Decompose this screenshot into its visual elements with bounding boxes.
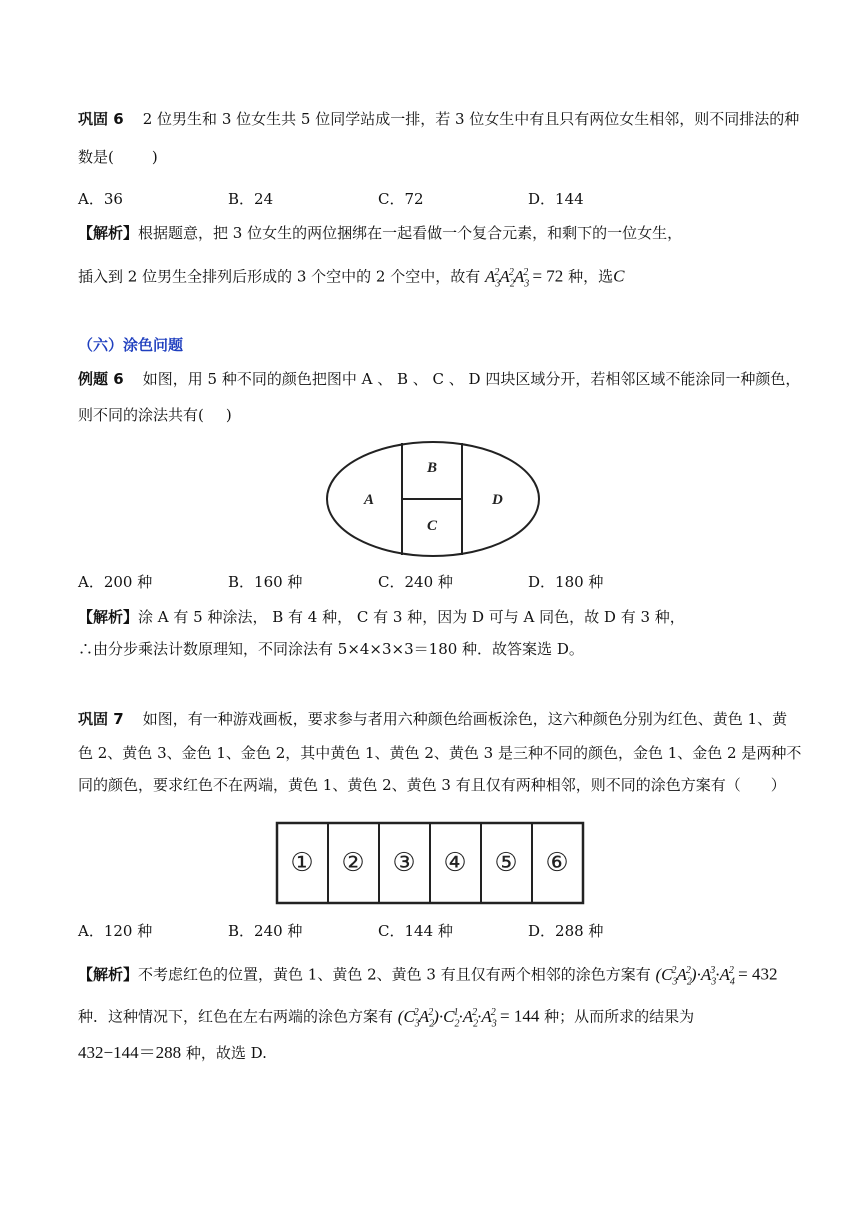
q7-option-d: D．288 种 (528, 922, 604, 940)
q6-answer: C (613, 266, 625, 286)
q6-analysis-line1 (78, 222, 682, 244)
q7-analysis-text3: 种，故选 D. (185, 1044, 267, 1062)
q6-analysis-text2-post: 种，选 (568, 267, 614, 286)
q7-analysis-text2-post: 种；从而所求的结果为 (544, 1007, 695, 1026)
cell-5-label: ⑤ (494, 848, 518, 878)
q6-stem-line1 (78, 108, 799, 130)
q6-analysis-line2: 插入到 2 位男生全排列后形成的 3 个空中的 2 个空中，故有 $A_3^2A_2^2A_3^2 = 72$ 种，选C (78, 266, 625, 290)
ex6-analysis-line2 (78, 638, 584, 660)
q7-final-expression: 432−144＝288 (78, 1043, 182, 1062)
q6-stem-text2-end: ) (151, 148, 158, 166)
q7-analysis-text2: 种．这种情况下，红色在左右两端的涂色方案有 (78, 1007, 394, 1026)
q7-value-144: 144 (513, 1006, 540, 1026)
q6-formula: $A_3^2A_2^2A_3^2$ (485, 266, 530, 290)
q7-stem-line3 (78, 774, 786, 796)
q6-analysis-text2: 插入到 2 位男生全排列后形成的 3 个空中的 2 个空中，故有 (78, 267, 481, 286)
q6-stem-line2 (78, 146, 158, 168)
ex6-stem-text2-end: ) (225, 406, 232, 424)
ex6-analysis-text2: ∴由分步乘法计数原理知，不同涂法有 5×4×3×3＝180 种．故答案选 D。 (78, 640, 584, 658)
q6-stem-text2: 数是( (78, 148, 114, 166)
cell-1-label: ① (290, 848, 314, 878)
region-b-label: B (427, 460, 438, 476)
region-a-label: A (364, 492, 375, 508)
q7-label: 巩固 7 (78, 710, 124, 728)
q7-analysis-line1: 【解析】不考虑红色的位置，黄色 1、黄色 2、黄色 3 有且仅有两个相邻的涂色方案有 $(C_3^2A_2^2)\cdot A_3^3\cdot A_4^2 = 432$ (78, 964, 778, 988)
q6-label: 巩固 6 (78, 110, 124, 128)
game-board-diagram (274, 818, 588, 908)
q7-formula-1: $(C_3^2A_2^2)\cdot A_3^3\cdot A_4^2$ (655, 964, 735, 988)
q6-option-d: D．144 (528, 190, 584, 208)
q7-analysis-text1: 不考虑红色的位置，黄色 1、黄色 2、黄色 3 有且仅有两个相邻的涂色方案有 (138, 965, 651, 984)
q7-analysis-line2: 种．这种情况下，红色在左右两端的涂色方案有 $(C_3^2A_2^2)\cdot C_2^1\cdot A_2^2\cdot A_3^2 = 144$ 种；从而所求的结果为 (78, 1006, 695, 1030)
ex6-option-d: D．180 种 (528, 573, 604, 591)
section-title-text: （六）涂色问题 (78, 336, 184, 354)
q7-analysis-label: 【解析】 (78, 965, 139, 984)
cell-3-label: ③ (392, 848, 416, 878)
q7-value-432: 432 (751, 964, 778, 984)
ex6-option-b: B．160 种 (228, 573, 303, 591)
cell-4-label: ④ (443, 848, 467, 878)
ex6-stem-text2: 则不同的涂法共有( (78, 406, 204, 424)
ex6-stem-text1: 如图，用 5 种不同的颜色把图中 A 、 B 、 C 、 D 四块区域分开，若相邻区域不能涂同一种颜色， (142, 370, 801, 388)
cell-2-label: ② (341, 848, 365, 878)
ex6-analysis-label: 【解析】 (78, 608, 139, 626)
q7-stem-text3: 同的颜色，要求红色不在两端，黄色 1、黄色 2、黄色 3 有且仅有两种相邻，则不同的涂色方案有（ ） (78, 776, 786, 794)
ex6-stem-line2 (78, 404, 232, 426)
ex6-option-a: A．200 种 (78, 573, 153, 591)
q6-option-b: B．24 (228, 190, 274, 208)
q6-analysis-text1: 根据题意，把 3 位女生的两位捆绑在一起看做一个复合元素，和剩下的一位女生， (138, 224, 683, 242)
ex6-label: 例题 6 (78, 370, 124, 388)
section-title (78, 334, 183, 356)
q7-option-a: A．120 种 (78, 922, 153, 940)
ex6-stem-line1 (78, 368, 800, 390)
q7-formula-2: $(C_3^2A_2^2)\cdot C_2^1\cdot A_2^2\cdot A_3^2$ (397, 1006, 497, 1030)
q7-stem-line2 (78, 742, 801, 764)
ellipse-region-diagram (322, 438, 544, 560)
q6-option-a: A．36 (78, 190, 123, 208)
ex6-analysis-text1: 涂 A 有 5 种涂法， B 有 4 种， C 有 3 种，因为 D 可与 A 同色，故 D 有 3 种， (138, 608, 685, 626)
cell-6-label: ⑥ (545, 848, 569, 878)
q6-option-c: C．72 (378, 190, 424, 208)
q7-option-b: B．240 种 (228, 922, 303, 940)
q6-analysis-label: 【解析】 (78, 224, 139, 242)
region-d-label: D (492, 492, 503, 508)
q7-option-c: C．144 种 (378, 922, 453, 940)
region-c-label: C (427, 518, 438, 534)
q7-analysis-line3 (78, 1042, 267, 1064)
q7-stem-text2: 色 2、黄色 3、金色 1、金色 2，其中黄色 1、黄色 2、黄色 3 是三种不同的颜色，金色 1、金色 2 是两种不 (78, 744, 802, 762)
ex6-option-c: C．240 种 (378, 573, 453, 591)
q7-stem-line1 (78, 708, 787, 730)
q7-stem-text1: 如图，有一种游戏画板，要求参与者用六种颜色给画板涂色，这六种颜色分别为红色、黄色 1、黄 (142, 710, 788, 728)
ex6-analysis-line1 (78, 606, 685, 628)
q6-stem-text1: 2 位男生和 3 位女生共 5 位同学站成一排，若 3 位女生中有且只有两位女生相邻，则不同排法的种 (142, 110, 800, 128)
